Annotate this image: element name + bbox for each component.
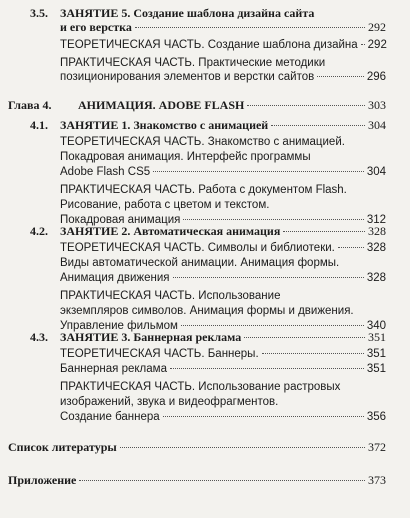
toc-entry bbox=[60, 70, 386, 84]
leader-dots bbox=[183, 219, 363, 220]
page-number: 328 bbox=[366, 242, 386, 254]
page-number: 292 bbox=[367, 39, 387, 51]
leader-dots bbox=[283, 231, 365, 232]
subsection-theory: ТЕОРЕТИЧЕСКАЯ ЧАСТЬ. Создание шаблона дизайна bbox=[60, 39, 358, 51]
section-number: 4.2. bbox=[30, 224, 48, 238]
leader-dots bbox=[173, 277, 364, 278]
subsection-practice-cont: изображений, звука и видеофрагментов. bbox=[60, 396, 279, 408]
toc-entry bbox=[60, 165, 386, 179]
subsection-theory: ТЕОРЕТИЧЕСКАЯ ЧАСТЬ. Знакомство с анимацией. bbox=[60, 136, 345, 148]
leader-dots bbox=[338, 247, 364, 248]
section-title: ЗАНЯТИЕ 1. Знакомство с анимацией bbox=[60, 118, 269, 132]
page-number: 303 bbox=[368, 98, 386, 112]
section-number: 3.5. bbox=[30, 6, 48, 20]
leader-dots bbox=[135, 27, 365, 28]
toc-entry bbox=[60, 410, 386, 424]
leader-dots bbox=[79, 480, 365, 481]
subsection-theory: ТЕОРЕТИЧЕСКАЯ ЧАСТЬ. Символы и библиотеки. bbox=[60, 242, 335, 254]
toc-entry bbox=[60, 38, 386, 52]
section-title: ЗАНЯТИЕ 5. Создание шаблона дизайна сайта bbox=[60, 6, 315, 20]
toc-entry bbox=[60, 362, 386, 376]
section-title-cont: и его верстка bbox=[60, 20, 132, 34]
subsection-theory-cont: Покадровая анимация. Интерфейс программы bbox=[60, 151, 311, 163]
page-number: 328 bbox=[368, 224, 386, 238]
toc-entry bbox=[78, 98, 386, 112]
page-number: 292 bbox=[368, 20, 386, 34]
subsection-practice: ПРАКТИЧЕСКАЯ ЧАСТЬ. Работа с документом Flash. bbox=[60, 184, 347, 196]
leader-dots bbox=[120, 447, 365, 448]
subsection-practice-cont: Рисование, работа с цветом и текстом. bbox=[60, 199, 270, 211]
page-number: 312 bbox=[366, 214, 386, 226]
leader-dots bbox=[153, 171, 364, 172]
page-number: 351 bbox=[366, 363, 386, 375]
toc-entry bbox=[60, 347, 386, 361]
toc-entry bbox=[60, 330, 386, 344]
toc-entry bbox=[60, 20, 386, 34]
section-title: ЗАНЯТИЕ 2. Автоматическая анимация bbox=[60, 224, 281, 238]
page-number: 304 bbox=[366, 166, 386, 178]
page-number: 351 bbox=[368, 330, 386, 344]
subsection-practice-cont: Покадровая анимация bbox=[60, 214, 181, 226]
page-number: 340 bbox=[366, 320, 386, 332]
bibliography-title: Список литературы bbox=[8, 440, 117, 454]
page-number: 356 bbox=[366, 411, 386, 423]
subsection-practice: ПРАКТИЧЕСКАЯ ЧАСТЬ. Использование растровых bbox=[60, 381, 341, 393]
toc-entry bbox=[60, 271, 386, 285]
subsection-theory-cont: Adobe Flash CS5 bbox=[60, 166, 151, 178]
page-number: 304 bbox=[368, 118, 386, 132]
page-number: 372 bbox=[368, 440, 386, 454]
page-number: 328 bbox=[366, 272, 386, 284]
leader-dots bbox=[361, 44, 365, 45]
subsection-practice-cont: Управление фильмом bbox=[60, 320, 178, 332]
page-number: 351 bbox=[366, 348, 386, 360]
leader-dots bbox=[271, 125, 365, 126]
leader-dots bbox=[262, 353, 364, 354]
page-number: 296 bbox=[366, 71, 386, 83]
subsection-practice-cont: Создание баннера bbox=[60, 411, 160, 423]
leader-dots bbox=[181, 325, 364, 326]
section-number: 4.3. bbox=[30, 330, 48, 344]
subsection-theory-cont: Анимация движения bbox=[60, 272, 170, 284]
toc-entry bbox=[60, 118, 386, 132]
leader-dots bbox=[247, 105, 365, 106]
page-number: 373 bbox=[368, 473, 386, 487]
leader-dots bbox=[244, 337, 365, 338]
toc-entry bbox=[60, 241, 386, 255]
toc-entry bbox=[8, 473, 386, 487]
subsection-practice: ПРАКТИЧЕСКАЯ ЧАСТЬ. Практические методики bbox=[60, 57, 326, 69]
subsection-practice-cont: экземпляров символов. Анимация формы и движения. bbox=[60, 305, 354, 317]
subsection-practice: ПРАКТИЧЕСКАЯ ЧАСТЬ. Использование bbox=[60, 290, 281, 302]
toc-entry bbox=[8, 440, 386, 454]
leader-dots bbox=[163, 416, 364, 417]
section-title: ЗАНЯТИЕ 3. Баннерная реклама bbox=[60, 330, 242, 344]
chapter-label: Глава 4. bbox=[8, 98, 52, 112]
subsection-theory-cont: Виды автоматической анимации. Анимация формы. bbox=[60, 257, 340, 269]
toc-entry bbox=[60, 224, 386, 238]
leader-dots bbox=[317, 76, 364, 77]
chapter-title: АНИМАЦИЯ. ADOBE FLASH bbox=[78, 98, 245, 112]
subsection-theory-cont: Баннерная реклама bbox=[60, 363, 167, 375]
subsection-practice-cont: позиционирования элементов и верстки сайтов bbox=[60, 71, 315, 83]
appendix-title: Приложение bbox=[8, 473, 77, 487]
leader-dots bbox=[170, 368, 364, 369]
subsection-theory: ТЕОРЕТИЧЕСКАЯ ЧАСТЬ. Баннеры. bbox=[60, 348, 259, 360]
section-number: 4.1. bbox=[30, 118, 48, 132]
